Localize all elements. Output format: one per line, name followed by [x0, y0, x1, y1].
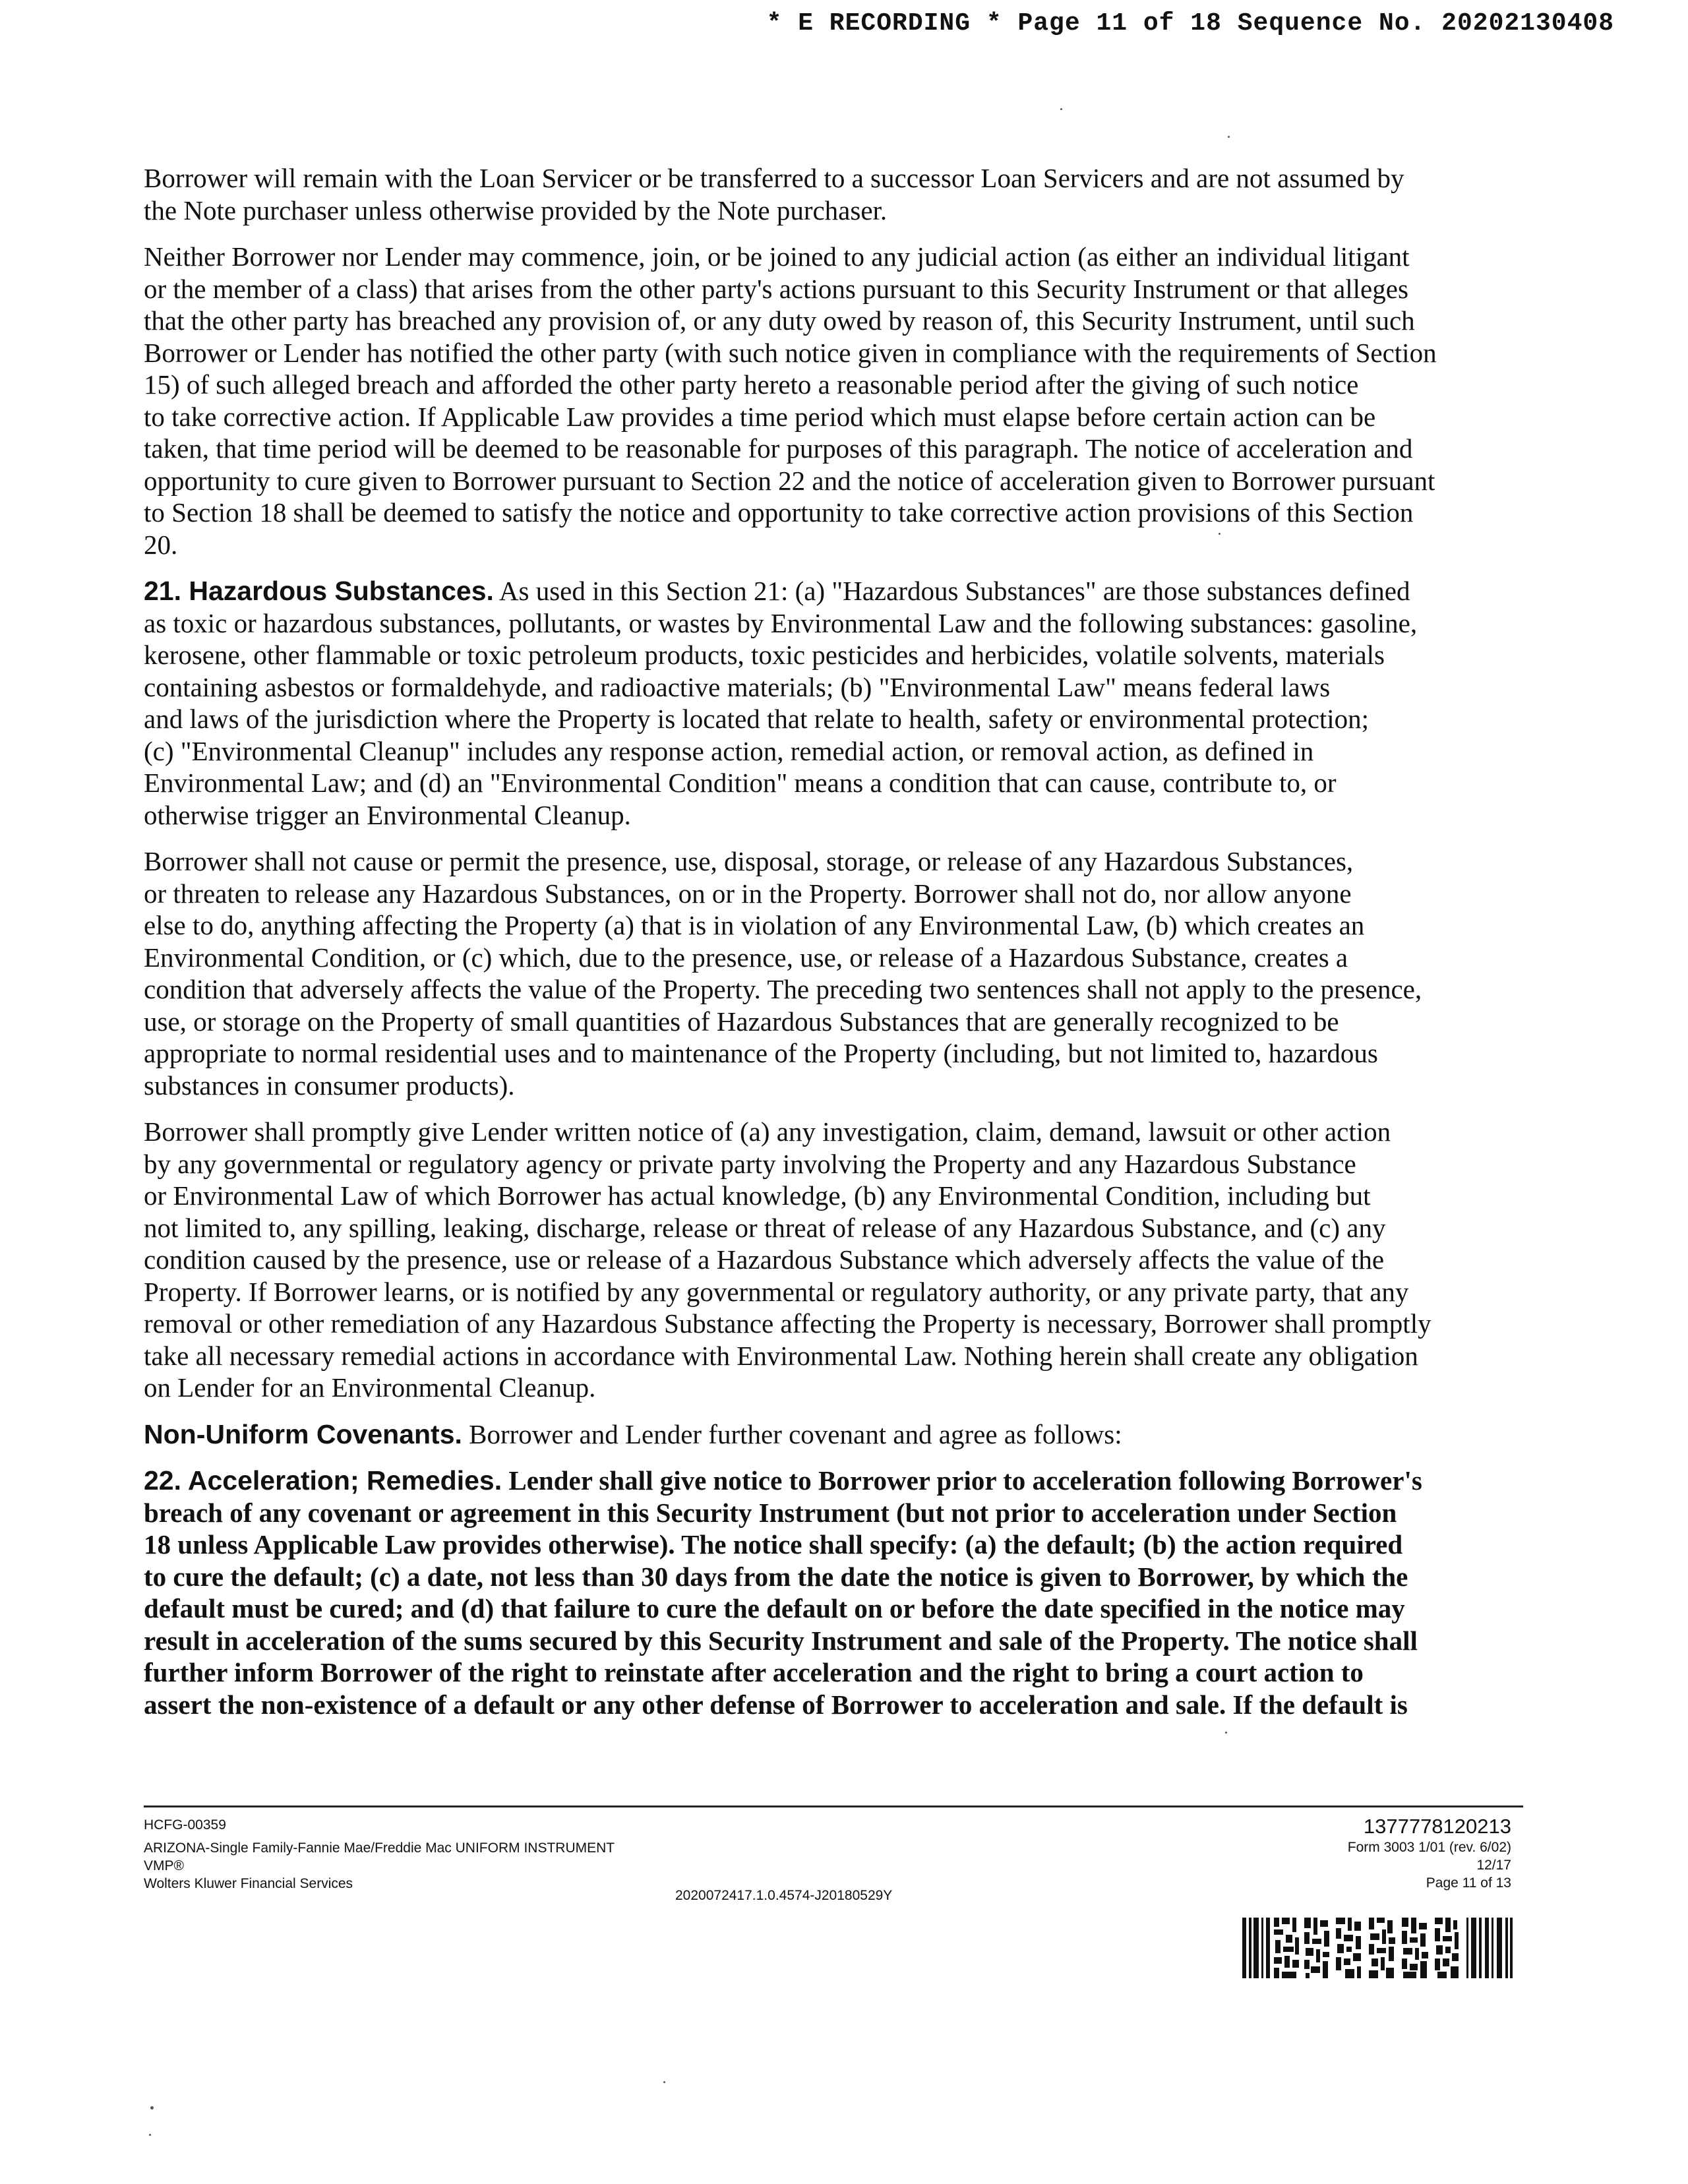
- text-line: to take corrective action. If Applicable Law provides a time period which must elapse before certain action can be: [144, 401, 1376, 432]
- paragraph-presence-of-substances: [144, 845, 1523, 1101]
- text-line: Environmental Law; and (d) an "Environmental Condition" means a condition that can cause, contribute to, or: [144, 768, 1337, 798]
- section-22-intro: Lender shall give notice to Borrower prior to acceleration following Borrower's: [502, 1465, 1422, 1496]
- text-line: and laws of the jurisdiction where the Property is located that relate to health, safety or environmental protection;: [144, 704, 1370, 734]
- footer-doc-code: HCFG-00359: [144, 1817, 226, 1833]
- loan-number: 1377778120213: [1363, 1815, 1511, 1838]
- non-uniform-covenants-heading: Non-Uniform Covenants.: [144, 1418, 462, 1449]
- text-line: as toxic or hazardous substances, pollutants, or wastes by Environmental Law and the following substances: gasoline,: [144, 607, 1418, 638]
- scan-speck: [149, 2134, 151, 2136]
- text-line: Environmental Condition, or (c) which, due to the presence, use, or release of a Hazardous Substance, creates a: [144, 942, 1348, 973]
- scan-speck: [1219, 533, 1221, 535]
- text-line: 20.: [144, 529, 178, 560]
- section-22-acceleration-remedies: [144, 1465, 1523, 1720]
- text-line: by any governmental or regulatory agency or private party involving the Property and any Hazardous Substance: [144, 1148, 1356, 1179]
- text-line: to cure the default; (c) a date, not less than 30 days from the date the notice is given to Borrower, by which the: [144, 1561, 1408, 1592]
- text-line: else to do, anything affecting the Property (a) that is in violation of any Environmental Law, (b) which creates an: [144, 910, 1365, 940]
- text-line: [144, 1465, 1523, 1497]
- text-line: or threaten to release any Hazardous Substances, on or in the Property. Borrower shall not do, nor allow anyone: [144, 878, 1352, 909]
- text-line: Borrower shall not cause or permit the presence, use, disposal, storage, or release of any Hazardous Substances,: [144, 846, 1354, 876]
- text-line: further inform Borrower of the right to reinstate after acceleration and the right to bring a court action to: [144, 1657, 1364, 1687]
- text-line: to Section 18 shall be deemed to satisfy the notice and opportunity to take corrective action provisions of this Section: [144, 497, 1414, 528]
- text-line: Borrower shall promptly give Lender written notice of (a) any investigation, claim, demand, lawsuit or other action: [144, 1116, 1391, 1147]
- text-line: Neither Borrower nor Lender may commence, join, or be joined to any judicial action (as either an individual litigant: [144, 241, 1410, 272]
- text-line: Property. If Borrower learns, or is notified by any governmental or regulatory authority, or any private party, that any: [144, 1276, 1409, 1307]
- paragraph-loan-servicer: [144, 162, 1523, 226]
- footer-instrument: ARIZONA-Single Family-Fannie Mae/Freddie Mac UNIFORM INSTRUMENT: [144, 1840, 615, 1856]
- section-22-heading: 22. Acceleration; Remedies.: [144, 1465, 502, 1496]
- text-line: containing asbestos or formaldehyde, and radioactive materials; (b) "Environmental Law" means federal laws: [144, 671, 1331, 702]
- text-line: 15) of such alleged breach and afforded the other party hereto a reasonable period after the giving of such notice: [144, 369, 1359, 400]
- text-line: substances in consumer products).: [144, 1070, 515, 1101]
- non-uniform-covenants: [144, 1418, 1523, 1451]
- text-line: on Lender for an Environmental Cleanup.: [144, 1372, 596, 1403]
- scan-speck: [1060, 108, 1062, 110]
- text-line: or Environmental Law of which Borrower has actual knowledge, (b) any Environmental Condition, including but: [144, 1180, 1371, 1211]
- text-line: not limited to, any spilling, leaking, discharge, release or threat of release of any Hazardous Substance, and (c) any: [144, 1212, 1386, 1243]
- scan-speck: [1228, 136, 1230, 138]
- paragraph-written-notice: [144, 1116, 1523, 1404]
- text-line: use, or storage on the Property of small quantities of Hazardous Substances that are generally recognized to be: [144, 1006, 1339, 1037]
- footer-left: [144, 1816, 615, 1893]
- scan-speck: [663, 2081, 665, 2083]
- text-line: breach of any covenant or agreement in this Security Instrument (but not prior to acceleration under Section: [144, 1497, 1397, 1528]
- text-line: otherwise trigger an Environmental Cleanup.: [144, 799, 631, 830]
- text-line: opportunity to cure given to Borrower pursuant to Section 22 and the notice of acceleration given to Borrower pursuant: [144, 465, 1435, 496]
- recording-header: * E RECORDING * Page 11 of 18 Sequence No. 20202130408: [766, 9, 1614, 38]
- text-line: or the member of a class) that arises from the other party's actions pursuant to this Security Instrument or that alleges: [144, 273, 1408, 304]
- scan-speck: [1225, 1732, 1227, 1734]
- text-line: (c) "Environmental Cleanup" includes any response action, remedial action, or removal action, as defined in: [144, 735, 1314, 766]
- text-line: condition caused by the presence, use or release of a Hazardous Substance which adversely affects the value of the: [144, 1244, 1385, 1275]
- form-revision: 12/17: [1476, 1858, 1511, 1873]
- footer-right: [1348, 1815, 1511, 1892]
- barcode-icon: [1242, 1918, 1513, 1978]
- text-line: the Note purchaser unless otherwise provided by the Note purchaser.: [144, 195, 888, 226]
- text-line: [144, 1418, 1523, 1451]
- footer-doc-id: 2020072417.1.0.4574-J20180529Y: [675, 1888, 893, 1903]
- paragraph-judicial-action: [144, 241, 1523, 561]
- section-21-intro: As used in this Section 21: (a) "Hazardous Substances" are those substances defined: [493, 576, 1410, 606]
- footer-vmp: VMP®: [144, 1858, 184, 1873]
- text-line: kerosene, other flammable or toxic petroleum products, toxic pesticides and herbicides, volatile solvents, materials: [144, 640, 1385, 670]
- page-number: Page 11 of 13: [1426, 1875, 1511, 1891]
- text-line: take all necessary remedial actions in accordance with Environmental Law. Nothing herein shall create any obligation: [144, 1340, 1418, 1371]
- text-line: taken, that time period will be deemed to be reasonable for purposes of this paragraph. The notice of acceleration and: [144, 433, 1413, 464]
- text-line: Borrower will remain with the Loan Servicer or be transferred to a successor Loan Servicers and are not assumed by: [144, 163, 1404, 193]
- text-line: condition that adversely affects the value of the Property. The preceding two sentences shall not apply to the presence,: [144, 974, 1422, 1004]
- text-line: Borrower or Lender has notified the other party (with such notice given in compliance with the requirements of Section: [144, 337, 1437, 368]
- text-line: 18 unless Applicable Law provides otherwise). The notice shall specify: (a) the default; (b) the action required: [144, 1529, 1403, 1560]
- text-line: removal or other remediation of any Hazardous Substance affecting the Property is necessary, Borrower shall promptly: [144, 1308, 1432, 1339]
- form-number: Form 3003 1/01 (rev. 6/02): [1347, 1840, 1511, 1855]
- text-line: assert the non-existence of a default or any other defense of Borrower to acceleration and sale. If the default is: [144, 1689, 1408, 1720]
- non-uniform-covenants-text: Borrower and Lender further covenant and agree as follows:: [462, 1418, 1122, 1449]
- text-line: appropriate to normal residential uses and to maintenance of the Property (including, but not limited to, hazardous: [144, 1038, 1378, 1068]
- text-line: result in acceleration of the sums secured by this Security Instrument and sale of the Property. The notice shall: [144, 1625, 1418, 1656]
- text-line: [144, 575, 1523, 607]
- document-body: [144, 162, 1523, 1735]
- footer-divider: [144, 1805, 1523, 1807]
- scan-speck: [150, 2106, 154, 2109]
- section-21-hazardous-substances: [144, 575, 1523, 831]
- section-21-heading: 21. Hazardous Substances.: [144, 576, 494, 606]
- text-line: default must be cured; and (d) that failure to cure the default on or before the date specified in the notice may: [144, 1593, 1405, 1623]
- text-line: that the other party has breached any provision of, or any duty owed by reason of, this Security Instrument, until such: [144, 305, 1415, 336]
- footer-vendor: Wolters Kluwer Financial Services: [144, 1876, 353, 1891]
